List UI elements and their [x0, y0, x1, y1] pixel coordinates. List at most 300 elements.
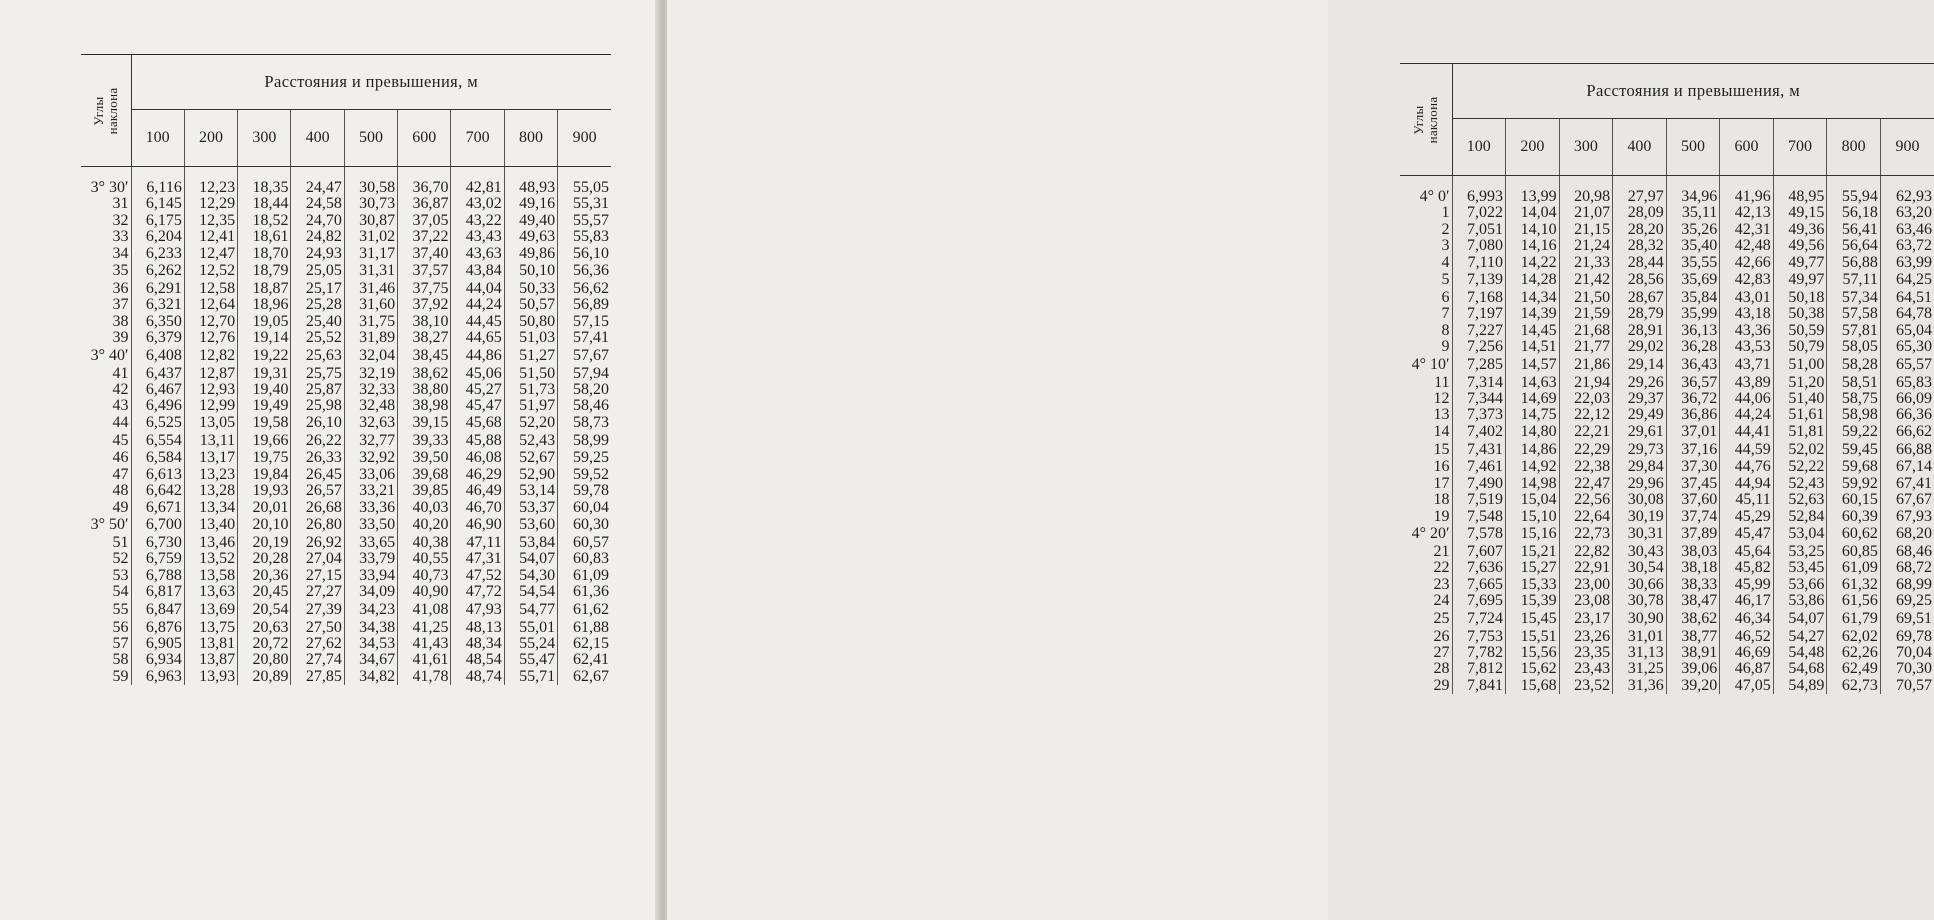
value-cell: 15,33 [1506, 577, 1560, 593]
value-cell: 23,17 [1559, 610, 1613, 629]
value-cell: 52,02 [1773, 440, 1827, 459]
value-cell: 12,47 [184, 246, 237, 262]
value-cell: 36,28 [1666, 339, 1720, 355]
value-cell: 51,20 [1773, 375, 1827, 391]
value-cell: 28,44 [1613, 255, 1667, 271]
value-cell: 14,63 [1506, 375, 1560, 391]
table-row [1400, 492, 1934, 508]
table-row [81, 601, 611, 620]
value-cell: 57,34 [1827, 290, 1881, 306]
left-table-body [81, 167, 611, 686]
value-cell: 57,11 [1827, 271, 1881, 290]
value-cell: 55,01 [504, 620, 557, 636]
value-cell: 55,47 [504, 652, 557, 668]
value-cell: 13,81 [184, 636, 237, 652]
value-cell: 69,78 [1896, 627, 1932, 645]
value-cell: 14,34 [1506, 290, 1560, 306]
table-row [1400, 661, 1934, 677]
value-cell: 14,69 [1506, 391, 1560, 407]
value-cell: 7,841 [1452, 678, 1506, 694]
distance-header: 700 [451, 110, 504, 167]
angle-cell: 2 [1400, 222, 1452, 238]
value-cell: 7,548 [1452, 509, 1506, 525]
value-cell: 39,68 [398, 467, 451, 483]
value-cell: 70,57 [1896, 676, 1932, 694]
value-cell: 14,39 [1506, 306, 1560, 322]
angle-cell: 11 [1400, 375, 1452, 391]
value-cell: 44,86 [451, 347, 504, 366]
value-cell: 47,31 [451, 551, 504, 567]
value-cell: 21,68 [1559, 323, 1613, 339]
angle-cell: 42 [81, 382, 131, 398]
value-cell: 22,47 [1559, 476, 1613, 492]
value-cell: 42,83 [1720, 271, 1774, 290]
value-cell: 54,07 [1773, 610, 1827, 629]
value-cell: 24,47 [291, 180, 344, 196]
value-cell: 34,82 [344, 669, 397, 685]
value-cell: 34,38 [344, 620, 397, 636]
value-cell: 53,14 [504, 483, 557, 499]
value-cell: 37,40 [398, 246, 451, 262]
angle-cell: 24 [1400, 593, 1452, 609]
distance-header: 500 [344, 110, 397, 167]
value-cell: 6,496 [131, 398, 184, 414]
angle-cell: 47 [81, 467, 131, 483]
value-cell: 60,15 [1827, 492, 1881, 508]
value-cell: 6,175 [131, 213, 184, 229]
value-cell: 14,57 [1506, 356, 1560, 375]
value-cell: 12,99 [184, 398, 237, 414]
value-cell: 18,44 [238, 196, 291, 212]
value-cell: 39,20 [1666, 678, 1720, 694]
value-cell: 58,05 [1827, 339, 1881, 355]
table-row [1400, 525, 1934, 544]
angle-cell: 49 [81, 500, 131, 516]
value-cell: 40,90 [398, 584, 451, 600]
value-cell: 45,68 [451, 415, 504, 431]
value-cell: 7,782 [1452, 645, 1506, 661]
value-cell: 54,30 [504, 568, 557, 584]
angle-cell: 37 [81, 297, 131, 313]
value-cell: 25,98 [291, 398, 344, 414]
value-cell: 21,94 [1559, 375, 1613, 391]
value-cell: 62,26 [1827, 645, 1881, 661]
value-cell: 25,63 [291, 347, 344, 366]
value-cell: 27,04 [291, 551, 344, 567]
distance-header: 200 [1506, 119, 1560, 176]
value-cell: 22,56 [1559, 492, 1613, 508]
angle-cell: 3° 50′ [81, 516, 131, 535]
value-cell: 23,43 [1559, 661, 1613, 677]
value-cell: 43,89 [1720, 375, 1774, 391]
table-row [1400, 271, 1934, 290]
value-cell: 45,47 [451, 398, 504, 414]
value-cell: 6,671 [131, 500, 184, 516]
value-cell: 29,96 [1613, 476, 1667, 492]
angle-cell: 58 [81, 652, 131, 668]
value-cell: 38,98 [398, 398, 451, 414]
value-cell: 6,467 [131, 382, 184, 398]
value-cell: 23,52 [1559, 678, 1613, 694]
value-cell: 19,66 [238, 431, 291, 450]
value-cell: 36,87 [398, 196, 451, 212]
value-cell: 59,22 [1827, 424, 1881, 440]
angle-cell: 3 [1400, 238, 1452, 254]
value-cell: 55,57 [573, 211, 609, 229]
angle-cell: 53 [81, 568, 131, 584]
value-cell: 21,15 [1559, 222, 1613, 238]
value-cell: 42,48 [1720, 238, 1774, 254]
angle-cell: 4° 20′ [1400, 525, 1452, 544]
value-cell: 43,01 [1720, 290, 1774, 306]
value-cell: 20,80 [238, 652, 291, 668]
distance-header: 900 [1880, 119, 1934, 176]
value-cell: 38,33 [1666, 577, 1720, 593]
value-cell: 18,79 [238, 262, 291, 281]
value-cell: 34,96 [1666, 189, 1720, 205]
value-cell: 55,94 [1827, 189, 1881, 205]
value-cell: 63,46 [1896, 220, 1932, 238]
value-cell: 33,50 [344, 516, 397, 535]
header-title: Расстояния и превышения, м [131, 55, 611, 110]
value-cell: 70,30 [1896, 660, 1932, 678]
value-cell: 30,19 [1613, 509, 1667, 525]
value-cell: 42,81 [451, 180, 504, 196]
distance-header: 800 [1827, 119, 1881, 176]
value-cell: 51,73 [504, 382, 557, 398]
table-row [1400, 222, 1934, 238]
value-cell: 60,62 [1827, 525, 1881, 544]
table-row [81, 636, 611, 652]
value-cell: 6,233 [131, 246, 184, 262]
value-cell: 62,67 [573, 667, 609, 685]
value-cell: 60,30 [573, 516, 609, 534]
value-cell: 21,59 [1559, 306, 1613, 322]
value-cell: 55,83 [573, 228, 609, 246]
value-cell: 20,63 [238, 620, 291, 636]
value-cell: 29,61 [1613, 424, 1667, 440]
value-cell: 59,45 [1827, 440, 1881, 459]
value-cell: 15,45 [1506, 610, 1560, 629]
value-cell: 7,607 [1452, 544, 1506, 560]
value-cell: 49,15 [1773, 205, 1827, 221]
value-cell: 13,69 [184, 601, 237, 620]
value-cell: 45,27 [451, 382, 504, 398]
value-cell: 55,31 [573, 195, 609, 213]
value-cell: 20,10 [238, 516, 291, 535]
value-cell: 7,285 [1452, 356, 1506, 375]
value-cell: 26,22 [291, 431, 344, 450]
value-cell: 20,28 [238, 551, 291, 567]
value-cell: 33,79 [344, 551, 397, 567]
value-cell: 38,27 [398, 330, 451, 346]
value-cell: 61,56 [1827, 593, 1881, 609]
value-cell: 54,54 [504, 584, 557, 600]
value-cell: 30,90 [1613, 610, 1667, 629]
table-row [1400, 189, 1934, 205]
value-cell: 13,23 [184, 467, 237, 483]
table-row [81, 366, 611, 382]
value-cell: 35,99 [1666, 306, 1720, 322]
value-cell: 28,20 [1613, 222, 1667, 238]
value-cell: 44,94 [1720, 476, 1774, 492]
value-cell: 49,97 [1773, 271, 1827, 290]
angle-cell: 46 [81, 450, 131, 466]
value-cell: 28,79 [1613, 306, 1667, 322]
value-cell: 57,94 [573, 364, 609, 382]
value-cell: 7,519 [1452, 492, 1506, 508]
value-cell: 37,16 [1666, 440, 1720, 459]
value-cell: 7,080 [1452, 238, 1506, 254]
angle-cell: 33 [81, 229, 131, 245]
value-cell: 49,63 [504, 229, 557, 245]
value-cell: 26,80 [291, 516, 344, 535]
value-cell: 24,82 [291, 229, 344, 245]
angle-cell: 43 [81, 398, 131, 414]
value-cell: 59,25 [573, 449, 609, 467]
value-cell: 56,62 [573, 280, 609, 298]
table-row [1400, 407, 1934, 423]
value-cell: 46,70 [451, 500, 504, 516]
table-row [1400, 424, 1934, 440]
table-row [81, 551, 611, 567]
angle-cell: 12 [1400, 391, 1452, 407]
header-title: Расстояния и превышения, м [1452, 64, 1934, 119]
value-cell: 41,08 [398, 601, 451, 620]
table-row [1400, 593, 1934, 609]
table-row [1400, 375, 1934, 391]
value-cell: 38,77 [1666, 629, 1720, 645]
distance-header: 800 [504, 110, 557, 167]
value-cell: 7,139 [1452, 271, 1506, 290]
value-cell: 51,40 [1773, 391, 1827, 407]
angle-cell: 41 [81, 366, 131, 382]
value-cell: 41,78 [398, 669, 451, 685]
table-row [81, 483, 611, 499]
value-cell: 34,67 [344, 652, 397, 668]
value-cell: 13,58 [184, 568, 237, 584]
distance-header-row [81, 110, 611, 167]
value-cell: 54,27 [1773, 629, 1827, 645]
value-cell: 37,05 [398, 213, 451, 229]
value-cell: 22,73 [1559, 525, 1613, 544]
table-row [1400, 544, 1934, 560]
value-cell: 36,70 [398, 180, 451, 196]
value-cell: 45,11 [1720, 492, 1774, 508]
angle-cell: 59 [81, 669, 131, 685]
value-cell: 15,62 [1506, 661, 1560, 677]
value-cell: 68,46 [1896, 542, 1932, 560]
distance-header: 300 [238, 110, 291, 167]
value-cell: 27,27 [291, 584, 344, 600]
value-cell: 62,15 [573, 634, 609, 652]
value-cell: 39,50 [398, 450, 451, 466]
corner-header [81, 55, 131, 167]
value-cell: 61,09 [573, 566, 609, 584]
value-cell: 69,25 [1896, 592, 1932, 610]
value-cell: 14,98 [1506, 476, 1560, 492]
value-cell: 58,98 [1827, 407, 1881, 423]
distance-header: 300 [1559, 119, 1613, 176]
value-cell: 50,57 [504, 297, 557, 313]
right-table-body [1400, 176, 1934, 695]
value-cell: 24,70 [291, 213, 344, 229]
value-cell: 6,204 [131, 229, 184, 245]
value-cell: 57,67 [573, 346, 609, 364]
value-cell: 63,72 [1896, 237, 1932, 255]
value-cell: 26,10 [291, 415, 344, 431]
angle-cell: 27 [1400, 645, 1452, 661]
value-cell: 41,61 [398, 652, 451, 668]
angle-cell: 7 [1400, 306, 1452, 322]
value-cell: 49,86 [504, 246, 557, 262]
value-cell: 27,39 [291, 601, 344, 620]
angle-cell: 48 [81, 483, 131, 499]
corner-label: Углы наклона [90, 87, 120, 134]
value-cell: 26,68 [291, 500, 344, 516]
value-cell: 44,76 [1720, 459, 1774, 475]
distance-header: 400 [291, 110, 344, 167]
value-cell: 58,20 [573, 381, 609, 399]
value-cell: 6,788 [131, 568, 184, 584]
value-cell: 23,35 [1559, 645, 1613, 661]
value-cell: 58,28 [1827, 356, 1881, 375]
value-cell: 25,17 [291, 281, 344, 297]
value-cell: 54,07 [504, 551, 557, 567]
value-cell: 6,642 [131, 483, 184, 499]
table-row [81, 180, 611, 196]
value-cell: 52,43 [504, 431, 557, 450]
value-cell: 24,93 [291, 246, 344, 262]
value-cell: 19,93 [238, 483, 291, 499]
table-row [81, 246, 611, 262]
value-cell: 29,14 [1613, 356, 1667, 375]
angle-cell: 45 [81, 431, 131, 450]
value-cell: 32,04 [344, 347, 397, 366]
value-cell: 14,86 [1506, 440, 1560, 459]
table-row [1400, 629, 1934, 645]
value-cell: 7,665 [1452, 577, 1506, 593]
value-cell: 12,23 [184, 180, 237, 196]
value-cell: 12,58 [184, 281, 237, 297]
value-cell: 66,62 [1896, 422, 1932, 440]
value-cell: 65,04 [1896, 321, 1932, 339]
value-cell: 6,262 [131, 262, 184, 281]
angle-cell: 28 [1400, 661, 1452, 677]
value-cell: 20,36 [238, 568, 291, 584]
value-cell: 56,36 [573, 262, 609, 280]
value-cell: 43,71 [1720, 356, 1774, 375]
angle-cell: 55 [81, 601, 131, 620]
value-cell: 27,97 [1613, 189, 1667, 205]
value-cell: 55,05 [573, 179, 609, 196]
value-cell: 45,29 [1720, 509, 1774, 525]
value-cell: 44,06 [1720, 391, 1774, 407]
table-row [1400, 339, 1934, 355]
value-cell: 31,01 [1613, 629, 1667, 645]
value-cell: 7,110 [1452, 255, 1506, 271]
value-cell: 20,19 [238, 535, 291, 551]
table-row [81, 500, 611, 516]
value-cell: 46,08 [451, 450, 504, 466]
corner-header [1400, 64, 1452, 176]
table-row [81, 262, 611, 281]
angle-cell: 25 [1400, 610, 1452, 629]
value-cell: 34,23 [344, 601, 397, 620]
value-cell: 61,32 [1827, 577, 1881, 593]
value-cell: 6,817 [131, 584, 184, 600]
value-cell: 13,75 [184, 620, 237, 636]
value-cell: 7,753 [1452, 629, 1506, 645]
value-cell: 13,17 [184, 450, 237, 466]
value-cell: 6,963 [131, 669, 184, 685]
value-cell: 6,437 [131, 366, 184, 382]
angle-cell: 44 [81, 415, 131, 431]
value-cell: 31,75 [344, 314, 397, 330]
angle-cell: 39 [81, 330, 131, 346]
value-cell: 44,04 [451, 281, 504, 297]
value-cell: 47,11 [451, 535, 504, 551]
value-cell: 30,78 [1613, 593, 1667, 609]
distance-header: 500 [1666, 119, 1720, 176]
value-cell: 37,22 [398, 229, 451, 245]
table-row [1400, 577, 1934, 593]
value-cell: 13,63 [184, 584, 237, 600]
value-cell: 18,52 [238, 213, 291, 229]
value-cell: 37,45 [1666, 476, 1720, 492]
value-cell: 50,59 [1773, 323, 1827, 339]
value-cell: 6,993 [1452, 189, 1506, 205]
value-cell: 28,56 [1613, 271, 1667, 290]
value-cell: 13,99 [1506, 189, 1560, 205]
value-cell: 52,90 [504, 467, 557, 483]
value-cell: 36,86 [1666, 407, 1720, 423]
value-cell: 22,29 [1559, 440, 1613, 459]
value-cell: 54,89 [1773, 678, 1827, 694]
value-cell: 31,89 [344, 330, 397, 346]
value-cell: 44,65 [451, 330, 504, 346]
value-cell: 45,64 [1720, 544, 1774, 560]
value-cell: 48,54 [451, 652, 504, 668]
value-cell: 43,02 [451, 196, 504, 212]
table-row [81, 281, 611, 297]
value-cell: 25,87 [291, 382, 344, 398]
angle-cell: 17 [1400, 476, 1452, 492]
value-cell: 7,402 [1452, 424, 1506, 440]
value-cell: 53,25 [1773, 544, 1827, 560]
value-cell: 53,66 [1773, 577, 1827, 593]
table-row [1400, 391, 1934, 407]
value-cell: 18,87 [238, 281, 291, 297]
value-cell: 31,36 [1613, 678, 1667, 694]
value-cell: 14,28 [1506, 271, 1560, 290]
table-row [81, 620, 611, 636]
value-cell: 60,83 [573, 550, 609, 568]
value-cell: 6,613 [131, 467, 184, 483]
table-row [81, 652, 611, 668]
table-row [1400, 238, 1934, 254]
value-cell: 35,84 [1666, 290, 1720, 306]
value-cell: 45,99 [1720, 577, 1774, 593]
value-cell: 48,34 [451, 636, 504, 652]
left-table [81, 54, 611, 685]
value-cell: 50,10 [504, 262, 557, 281]
value-cell: 19,40 [238, 382, 291, 398]
value-cell: 25,40 [291, 314, 344, 330]
value-cell: 55,71 [504, 669, 557, 685]
value-cell: 47,52 [451, 568, 504, 584]
value-cell: 27,74 [291, 652, 344, 668]
